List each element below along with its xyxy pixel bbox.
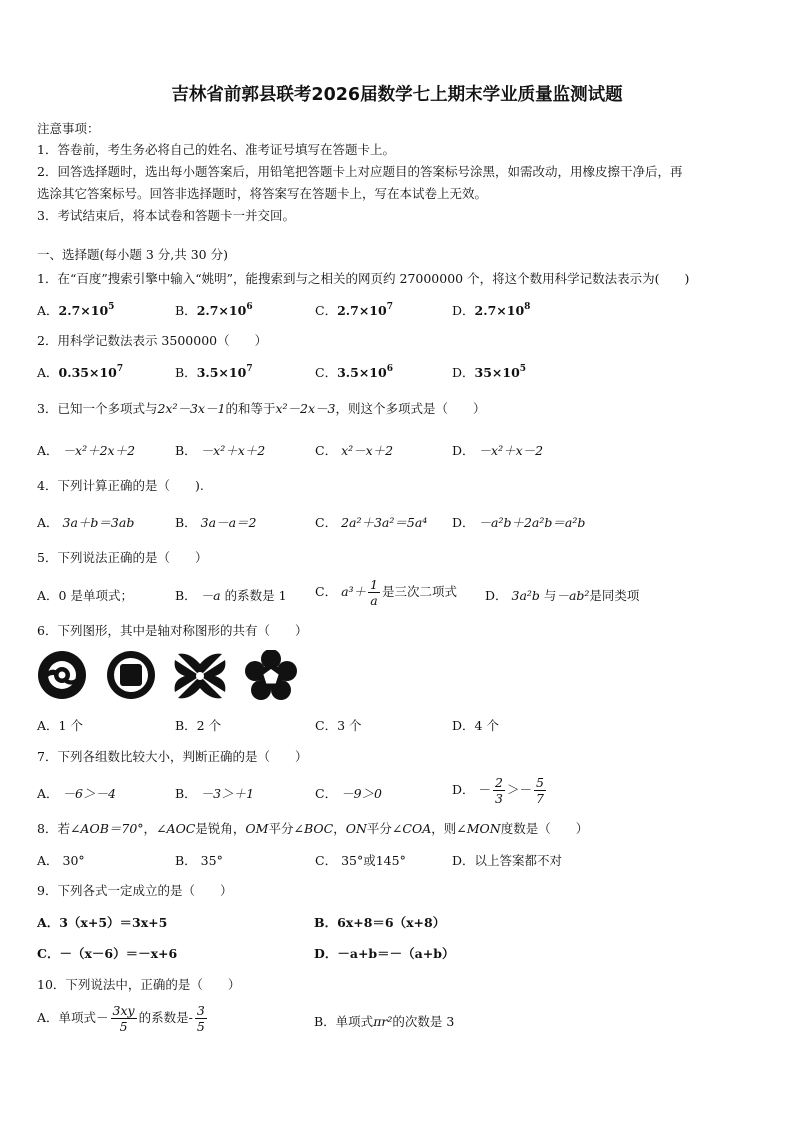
option-a: A．3（x+5）＝3x+5 — [37, 915, 168, 930]
notice-item: 选涂其它答案标号。回答非选择题时，将答案写在答题卡上，写在本试卷上无效。 — [37, 186, 488, 201]
option-d: D．以上答案都不对 — [452, 853, 563, 868]
option-a: A．$0.35\times 10^7$ — [37, 364, 124, 380]
question-6-stem: 6．下列图形，其中是轴对称图形的共有（ ） — [37, 623, 308, 638]
option-b: B．$2.7\times 10^6$ — [175, 302, 253, 318]
notice-item: 2．回答选择题时，选出每小题答案后，用铅笔把答题卡上对应题目的答案标号涂黑，如需改动，用橡皮擦干净后，再 — [37, 164, 683, 179]
notice-item: 1．答卷前，考生务必将自己的姓名、准考证号填写在答题卡上。 — [37, 142, 395, 157]
notice-item: 3．考试结束后，将本试卷和答题卡一并交回。 — [37, 208, 295, 223]
option-c: C． 35°或145° — [315, 853, 406, 868]
pentagon-flower-icon — [245, 650, 297, 705]
question-7-options — [37, 775, 757, 815]
page-title: 吉林省前郭县联考2026届数学七上期末学业质量监测试题 — [171, 85, 623, 105]
question-9-stem: 9．下列各式一定成立的是（ ） — [37, 883, 233, 898]
option-d: D．$2.7\times 10^8$ — [452, 302, 531, 318]
question-5-options — [37, 577, 757, 617]
option-d: D． 3a²b 与－ab²是同类项 — [485, 588, 640, 603]
option-c: C． －9＞0 — [315, 786, 382, 801]
question-6-options — [37, 715, 757, 737]
option-d: D． － $\frac{2}{3}$ ＞－ $\frac{5}{7}$ — [452, 775, 544, 806]
question-8-options — [37, 850, 757, 872]
option-b: B．单项式πr²的次数是 3 — [314, 1014, 455, 1029]
question-4-stem: 4．下列计算正确的是（ ). — [37, 478, 204, 493]
question-2-options — [37, 362, 757, 384]
option-d: D． －a²b＋2a²b＝a²b — [452, 515, 586, 530]
question-3-stem: 3．已知一个多项式与2x²－3x－1的和等于x²－2x－3，则这个多项式是（ ） — [37, 401, 486, 416]
question-8-stem: 8．若∠AOB＝70°，∠AOC是锐角，OM平分∠BOC，ON平分∠COA，则∠MON度数是（ ） — [37, 821, 589, 836]
option-c: C．$3.5\times 10^6$ — [315, 364, 393, 380]
question-1-stem: 1．在“百度”搜索引擎中输入“姚明”，能搜索到与之相关的网页约 27000000 个，将这个数用科学记数法表示为( ) — [37, 271, 690, 286]
option-a: A． 30° — [37, 853, 85, 868]
option-b: B． 3a－a＝2 — [175, 515, 257, 530]
question-1-options — [37, 300, 757, 322]
option-d: D．－a+b＝－（a+b） — [314, 946, 455, 961]
option-b: B． －a 的系数是 1 — [175, 588, 287, 603]
option-a: A． －x²＋2x＋2 — [37, 443, 136, 458]
notice-heading: 注意事项： — [37, 121, 100, 136]
square-hole-coin-icon — [106, 650, 156, 703]
option-c: C．$2.7\times 10^7$ — [315, 302, 393, 318]
option-b: B．$3.5\times 10^7$ — [175, 364, 253, 380]
question-9-options — [37, 912, 757, 934]
four-blade-knot-icon — [173, 650, 227, 705]
option-a: A． －6＞－4 — [37, 786, 116, 801]
option-a: A．1 个 — [37, 718, 83, 733]
question-7-stem: 7．下列各组数比较大小，判断正确的是（ ） — [37, 749, 308, 764]
question-3-options — [37, 440, 757, 462]
option-c: C． x²－x＋2 — [315, 443, 394, 458]
question-9-options-row2 — [37, 943, 757, 965]
question-10-options — [37, 1003, 757, 1045]
option-c: C．3 个 — [315, 718, 362, 733]
option-a: A．单项式－ $\frac{3xy}{5}$ 的系数是- $\frac{3}{5}$ — [37, 1003, 205, 1034]
section-heading: 一、选择题(每小题 3 分,共 30 分) — [37, 247, 228, 262]
option-b: B．2 个 — [175, 718, 222, 733]
option-c: C．－（x－6）＝－x+6 — [37, 946, 178, 961]
option-a: A．0 是单项式； — [37, 588, 133, 603]
option-d: D． －x²＋x－2 — [452, 443, 544, 458]
option-d: D．4 个 — [452, 718, 499, 733]
option-c: C． 2a²＋3a²＝5a⁴ — [315, 515, 428, 530]
swirl-circle-icon — [37, 650, 87, 703]
option-a: A． 3a＋b＝3ab — [37, 515, 135, 530]
option-b: B． －3＞＋1 — [175, 786, 255, 801]
question-10-stem: 10．下列说法中，正确的是（ ） — [37, 977, 241, 992]
option-b: B． －x²＋x＋2 — [175, 443, 266, 458]
option-b: B． 35° — [175, 853, 223, 868]
question-2-stem: 2．用科学记数法表示 3500000（ ） — [37, 333, 268, 348]
option-c: C． a³＋ $\frac{1}{a}$ 是三次二项式 — [315, 577, 457, 608]
option-d: D．$35\times 10^5$ — [452, 364, 527, 380]
question-4-options — [37, 512, 757, 534]
option-a: A．$2.7\times 10^5$ — [37, 302, 115, 318]
question-5-stem: 5．下列说法正确的是（ ） — [37, 550, 208, 565]
option-b: B．6x+8＝6（x+8） — [314, 915, 446, 930]
